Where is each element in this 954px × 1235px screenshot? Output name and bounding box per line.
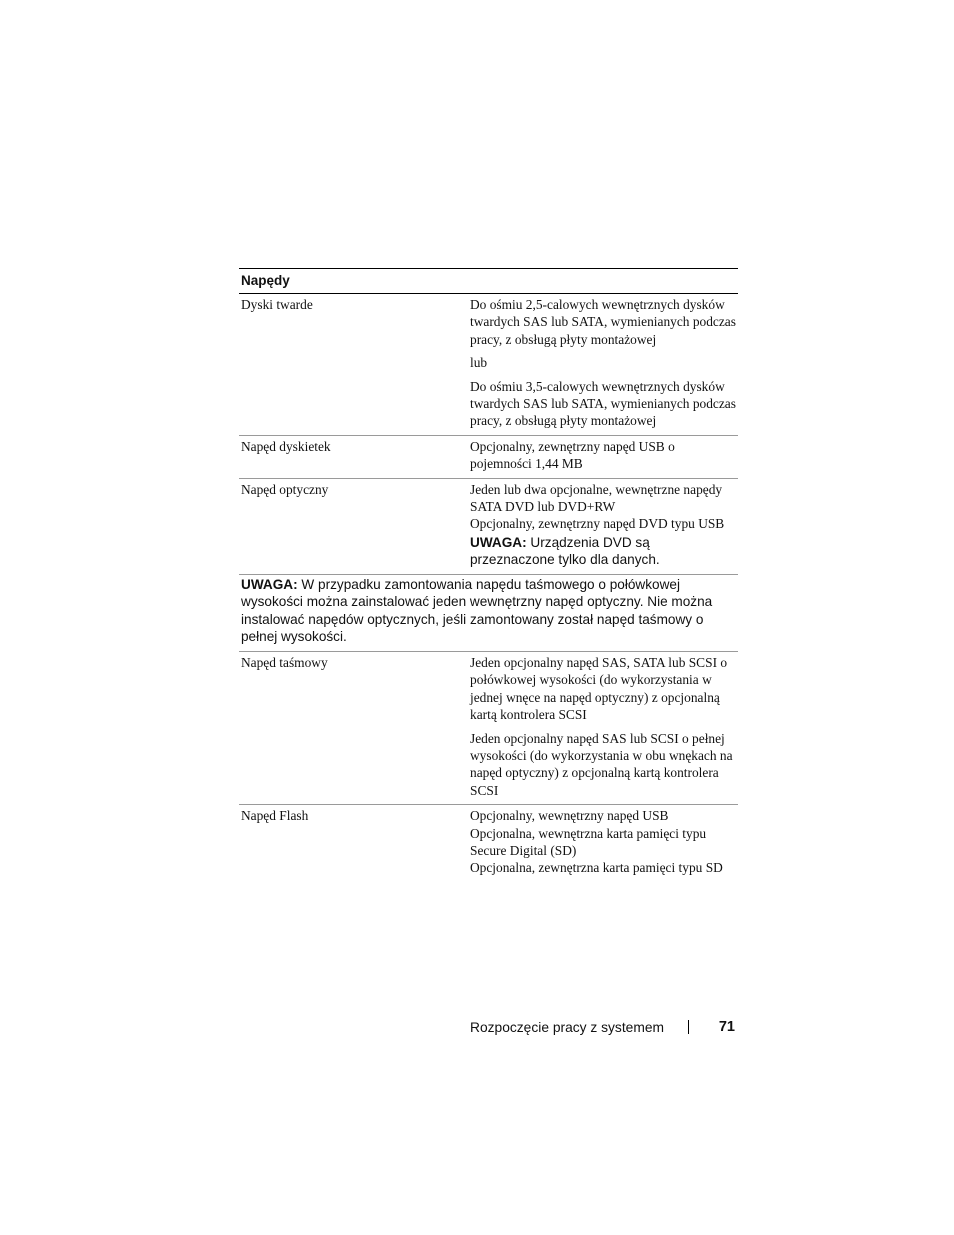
- value-paragraph: Jeden opcjonalny napęd SAS, SATA lub SCSI o połówkowej wysokości (do wykorzystania w jednej wnęce na napęd optyczny) z opcjonalną kartą kontrolera SCSI: [470, 654, 728, 723]
- table-row-tape-drive: [239, 652, 738, 805]
- value-paragraph: Opcjonalny, zewnętrzny napęd USB o pojemności 1,44 MB: [470, 438, 675, 472]
- table-row-hard-drives: [239, 294, 738, 436]
- footer-section-title: Rozpoczęcie pracy z systemem: [470, 1019, 664, 1035]
- value-line: Opcjonalna, zewnętrzna karta pamięci typu SD: [470, 860, 723, 876]
- page-number: 71: [718, 1019, 735, 1035]
- note-label: UWAGA:: [470, 534, 527, 550]
- row-label: Napęd Flash: [241, 808, 309, 824]
- specs-table: [239, 268, 738, 882]
- table-row-floppy-drive: [239, 436, 738, 479]
- table-row-flash-drive: [239, 805, 738, 882]
- page-footer: [470, 1019, 735, 1035]
- value-paragraph: Do ośmiu 3,5-calowych wewnętrznych dysków twardych SAS lub SATA, wymienianych podczas pracy, z obsługą płyty montażowej: [470, 378, 736, 429]
- note: [470, 534, 738, 569]
- value-line: Opcjonalny, zewnętrzny napęd DVD typu USB: [470, 516, 725, 532]
- row-label: Napęd optyczny: [241, 481, 329, 497]
- row-label: Dyski twarde: [241, 297, 313, 312]
- row-value: [470, 807, 738, 877]
- row-value: [470, 438, 738, 473]
- value-line: Opcjonalny, wewnętrzny napęd USB: [470, 808, 669, 824]
- row-label: Napęd dyskietek: [241, 438, 331, 454]
- tape-drive-note: [239, 575, 738, 652]
- value-paragraph: Do ośmiu 2,5-calowych wewnętrznych dysków twardych SAS lub SATA, wymienianych podczas pracy, z obsługą płyty montażowej: [470, 297, 736, 347]
- row-label: Napęd taśmowy: [241, 654, 328, 670]
- table-title: Napędy: [239, 268, 738, 294]
- note-label: UWAGA:: [241, 576, 298, 592]
- row-value: [470, 654, 738, 799]
- row-value: [470, 296, 738, 430]
- note-text: W przypadku zamontowania napędu taśmowego o połówkowej wysokości można zainstalować jeden wewnętrzny napęd optyczny. Nie można instalować napędów optycznych, jeśli zamontowany został napęd taśmowy o pełnej wysokości.: [241, 576, 713, 645]
- note-text: Urządzenia DVD są przeznaczone tylko dla danych.: [470, 534, 660, 568]
- value-paragraph: Jeden opcjonalny napęd SAS lub SCSI o pełnej wysokości (do wykorzystania w obu wnękach na napęd optyczny) z opcjonalną kartą kontrolera SCSI: [470, 730, 733, 798]
- row-value: [470, 481, 738, 569]
- value-line: Opcjonalna, wewnętrzna karta pamięci typu Secure Digital (SD): [470, 825, 707, 858]
- value-paragraph: lub: [470, 355, 488, 371]
- value-line: Jeden lub dwa opcjonalne, wewnętrzne napędy SATA DVD lub DVD+RW: [470, 481, 723, 515]
- footer-divider: [688, 1020, 689, 1034]
- table-row-optical-drive: [239, 479, 738, 575]
